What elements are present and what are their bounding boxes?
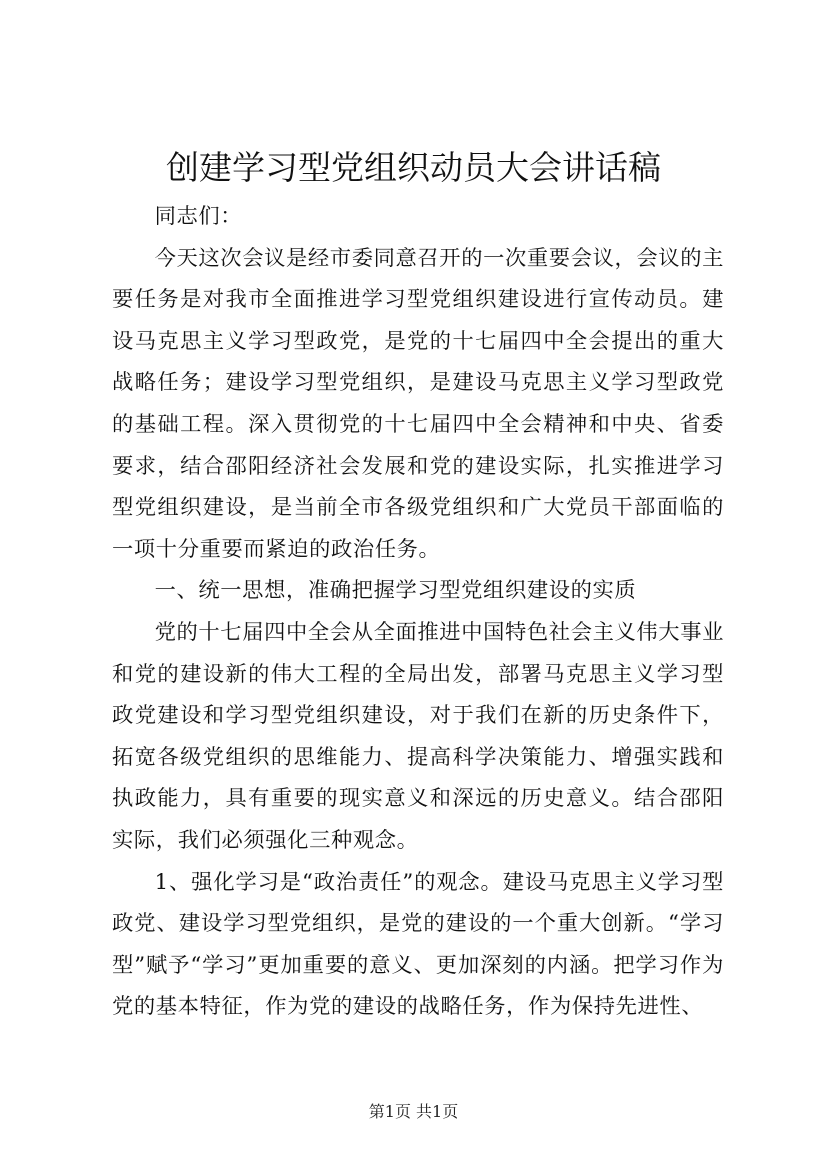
salutation-paragraph: 同志们： xyxy=(154,204,243,229)
document-body xyxy=(112,196,724,1028)
body-paragraph: 党的十七届四中全会从全面推进中国特色社会主义伟大事业和党的建设新的伟大工程的全局出发，部署马克思主义学习型政党建设和学习型党组织建设，对于我们在新的历史条件下，拓宽各级党组织的思维能力、提高科学决策能力、增强实践和执政能力，具有重要的现实意义和深远的历史意义。结合邵阳实际，我们必须强化三种观念。 xyxy=(112,619,724,853)
body-paragraph: 1、强化学习是“政治责任”的观念。建设马克思主义学习型政党、建设学习型党组织，是党的建设的一个重大创新。“学习型”赋予“学习”更加重要的意义、更加深刻的内涵。把学习作为党的基本特征，作为党的建设的战略任务，作为保持先进性、 xyxy=(112,869,724,1020)
body-paragraph: 今天这次会议是经市委同意召开的一次重要会议，会议的主要任务是对我市全面推进学习型党组织建设进行宣传动员。建设马克思主义学习型政党，是党的十七届四中全会提出的重大战略任务；建设学习型党组织，是建设马克思主义学习型政党的基础工程。深入贯彻党的十七届四中全会精神和中央、省委要求，结合邵阳经济社会发展和党的建设实际，扎实推进学习型党组织建设，是当前全市各级党组织和广大党员干部面临的一项十分重要而紧迫的政治任务。 xyxy=(112,245,724,562)
section-heading: 一、统一思想，准确把握学习型党组织建设的实质 xyxy=(154,578,637,604)
document-title: 创建学习型党组织动员大会讲话稿 xyxy=(166,148,661,187)
page-footer: 第1页 共1页 xyxy=(368,1102,459,1121)
